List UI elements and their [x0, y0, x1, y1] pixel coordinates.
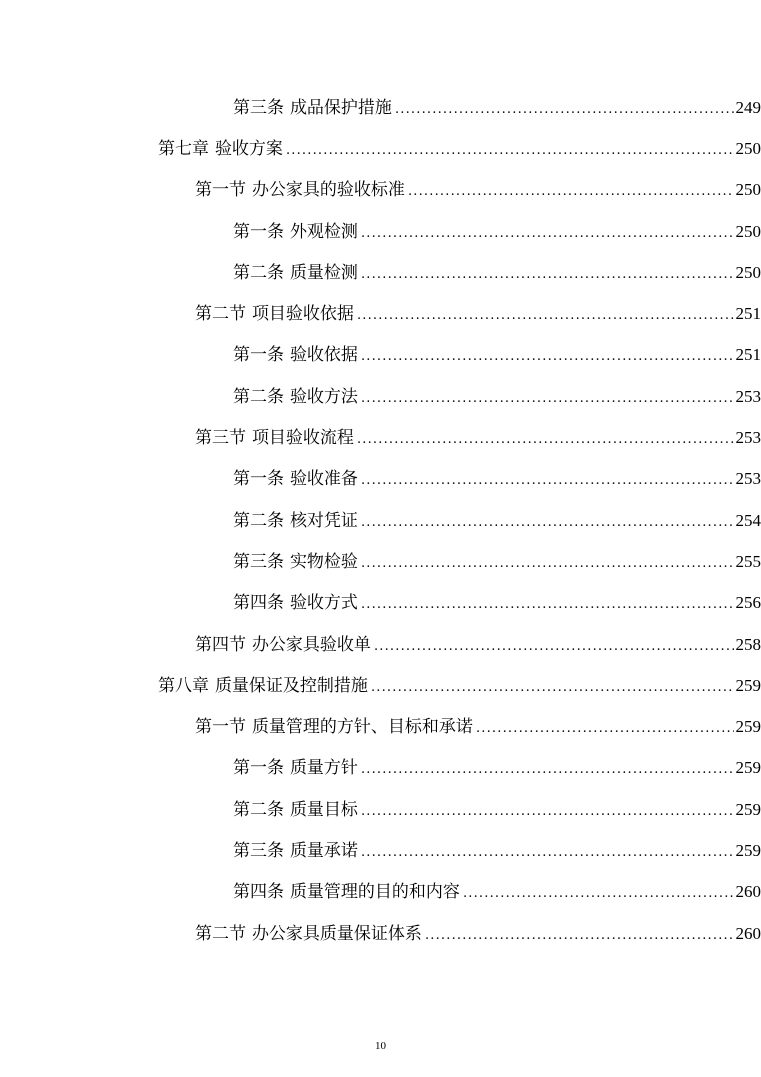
- toc-entry-title: 项目验收流程: [251, 428, 354, 449]
- toc-entry-number: 第三条: [233, 97, 284, 118]
- toc-entry-number: 第四条: [233, 593, 284, 614]
- toc-entry-label: [233, 881, 460, 903]
- toc-entry-label: [158, 138, 283, 160]
- toc-entry-label: [195, 179, 405, 201]
- page-number: 10: [375, 1040, 386, 1052]
- toc-entry-page: 250: [735, 262, 761, 282]
- toc-entry-title: 质量承诺: [289, 840, 358, 861]
- toc-entry-title: 办公家具验收单: [251, 634, 371, 655]
- toc-entry-label: [158, 675, 368, 697]
- toc-entry[interactable]: [0, 749, 761, 790]
- toc-entry-title: 验收准备: [289, 469, 358, 490]
- toc-entry-number: 第二节: [195, 304, 246, 325]
- toc-entry-page: 254: [735, 510, 761, 530]
- toc-entry-page: 258: [735, 634, 761, 654]
- toc-entry-title: 质量目标: [289, 799, 358, 820]
- toc-entry-label: [233, 97, 392, 119]
- toc-leader-dots: [371, 677, 734, 699]
- toc-entry-page: 259: [735, 840, 761, 860]
- toc-entry-title: 质量管理的目的和内容: [289, 882, 460, 903]
- toc-entry-label: [195, 427, 354, 449]
- toc-leader-dots: [361, 388, 734, 410]
- page-footer: [0, 1040, 761, 1052]
- toc-entry-label: [233, 757, 358, 779]
- toc-entry-page: 250: [735, 180, 761, 200]
- toc-entry-number: 第一条: [233, 345, 284, 366]
- toc-leader-dots: [408, 181, 734, 203]
- toc-entry-page: 255: [735, 551, 761, 571]
- toc-leader-dots: [395, 99, 734, 121]
- toc-entry-page: 259: [735, 717, 761, 737]
- toc-entry-page: 259: [735, 675, 761, 695]
- toc-entry[interactable]: [0, 129, 761, 170]
- toc-entry[interactable]: [0, 542, 761, 583]
- toc-leader-dots: [361, 594, 734, 616]
- toc-entry-page: 260: [735, 923, 761, 943]
- toc-entry-number: 第一条: [233, 758, 284, 779]
- toc-entry-label: [233, 468, 358, 490]
- toc-entry-number: 第七章: [158, 138, 209, 159]
- toc-entry-title: 外观检测: [289, 221, 358, 242]
- toc-entry-title: 项目验收依据: [251, 304, 354, 325]
- toc-entry-number: 第三节: [195, 428, 246, 449]
- toc-leader-dots: [361, 470, 734, 492]
- toc-entry-page: 253: [735, 386, 761, 406]
- toc-entry[interactable]: [0, 336, 761, 377]
- toc-entry-page: 253: [735, 428, 761, 448]
- toc-entry-title: 验收方式: [289, 593, 358, 614]
- toc-leader-dots: [361, 553, 734, 575]
- toc-entry-title: 质量方针: [289, 758, 358, 779]
- toc-entry[interactable]: [0, 171, 761, 212]
- toc-entry[interactable]: [0, 501, 761, 542]
- toc-leader-dots: [361, 842, 734, 864]
- toc-entry-label: [195, 923, 422, 945]
- toc-entry[interactable]: [0, 790, 761, 831]
- toc-entry[interactable]: [0, 88, 761, 129]
- toc-entry[interactable]: [0, 460, 761, 501]
- toc-entry-label: [233, 799, 358, 821]
- toc-entry-title: 验收方案: [214, 138, 283, 159]
- table-of-contents: [0, 88, 761, 955]
- toc-leader-dots: [361, 264, 734, 286]
- toc-entry-title: 实物检验: [289, 551, 358, 572]
- toc-leader-dots: [361, 512, 734, 534]
- toc-entry-number: 第三条: [233, 840, 284, 861]
- toc-leader-dots: [425, 925, 734, 947]
- toc-entry-number: 第一节: [195, 717, 246, 738]
- toc-entry-page: 256: [735, 593, 761, 613]
- toc-entry-label: [233, 221, 358, 243]
- toc-entry-title: 成品保护措施: [289, 97, 392, 118]
- toc-entry-number: 第四条: [233, 882, 284, 903]
- toc-entry-title: 办公家具的验收标准: [251, 180, 405, 201]
- toc-entry[interactable]: [0, 914, 761, 955]
- toc-entry[interactable]: [0, 212, 761, 253]
- toc-entry-title: 质量管理的方针、目标和承诺: [251, 717, 473, 738]
- toc-entry-number: 第二条: [233, 262, 284, 283]
- toc-leader-dots: [357, 429, 734, 451]
- toc-entry[interactable]: [0, 377, 761, 418]
- toc-entry[interactable]: [0, 625, 761, 666]
- toc-entry-page: 250: [735, 138, 761, 158]
- toc-entry-title: 办公家具质量保证体系: [251, 923, 422, 944]
- toc-entry-page: 251: [735, 345, 761, 365]
- toc-leader-dots: [286, 140, 734, 162]
- toc-entry-number: 第三条: [233, 551, 284, 572]
- toc-entry-page: 250: [735, 221, 761, 241]
- toc-entry-number: 第二条: [233, 799, 284, 820]
- toc-entry[interactable]: [0, 294, 761, 335]
- toc-entry[interactable]: [0, 707, 761, 748]
- toc-entry-label: [233, 386, 358, 408]
- toc-entry-title: 核对凭证: [289, 510, 358, 531]
- toc-entry-page: 249: [735, 97, 761, 117]
- toc-entry[interactable]: [0, 873, 761, 914]
- toc-leader-dots: [476, 718, 734, 740]
- toc-entry-label: [233, 592, 358, 614]
- toc-entry-label: [195, 634, 371, 656]
- toc-entry-title: 质量保证及控制措施: [214, 675, 368, 696]
- toc-entry-label: [233, 262, 358, 284]
- toc-entry[interactable]: [0, 831, 761, 872]
- toc-entry[interactable]: [0, 418, 761, 459]
- toc-leader-dots: [357, 305, 734, 327]
- toc-entry-label: [233, 551, 358, 573]
- toc-entry-label: [195, 303, 354, 325]
- toc-leader-dots: [361, 346, 734, 368]
- toc-entry[interactable]: [0, 584, 761, 625]
- toc-entry-page: 251: [735, 304, 761, 324]
- toc-leader-dots: [463, 883, 734, 905]
- toc-entry-page: 260: [735, 882, 761, 902]
- toc-entry-label: [233, 510, 358, 532]
- toc-entry[interactable]: [0, 253, 761, 294]
- toc-entry-number: 第四节: [195, 634, 246, 655]
- toc-entry-title: 验收方法: [289, 386, 358, 407]
- toc-entry-number: 第二条: [233, 510, 284, 531]
- toc-entry-label: [233, 344, 358, 366]
- toc-entry-number: 第一节: [195, 180, 246, 201]
- toc-entry-page: 259: [735, 758, 761, 778]
- toc-leader-dots: [361, 759, 734, 781]
- toc-entry-number: 第二条: [233, 386, 284, 407]
- toc-entry-title: 验收依据: [289, 345, 358, 366]
- toc-leader-dots: [361, 223, 734, 245]
- toc-entry-label: [195, 716, 473, 738]
- toc-entry-number: 第二节: [195, 923, 246, 944]
- toc-entry-page: 259: [735, 799, 761, 819]
- toc-entry-title: 质量检测: [289, 262, 358, 283]
- toc-entry-label: [233, 840, 358, 862]
- toc-entry-number: 第一条: [233, 469, 284, 490]
- toc-leader-dots: [361, 801, 734, 823]
- toc-leader-dots: [374, 636, 734, 658]
- toc-entry-number: 第一条: [233, 221, 284, 242]
- toc-entry[interactable]: [0, 666, 761, 707]
- toc-entry-number: 第八章: [158, 675, 209, 696]
- toc-entry-page: 253: [735, 469, 761, 489]
